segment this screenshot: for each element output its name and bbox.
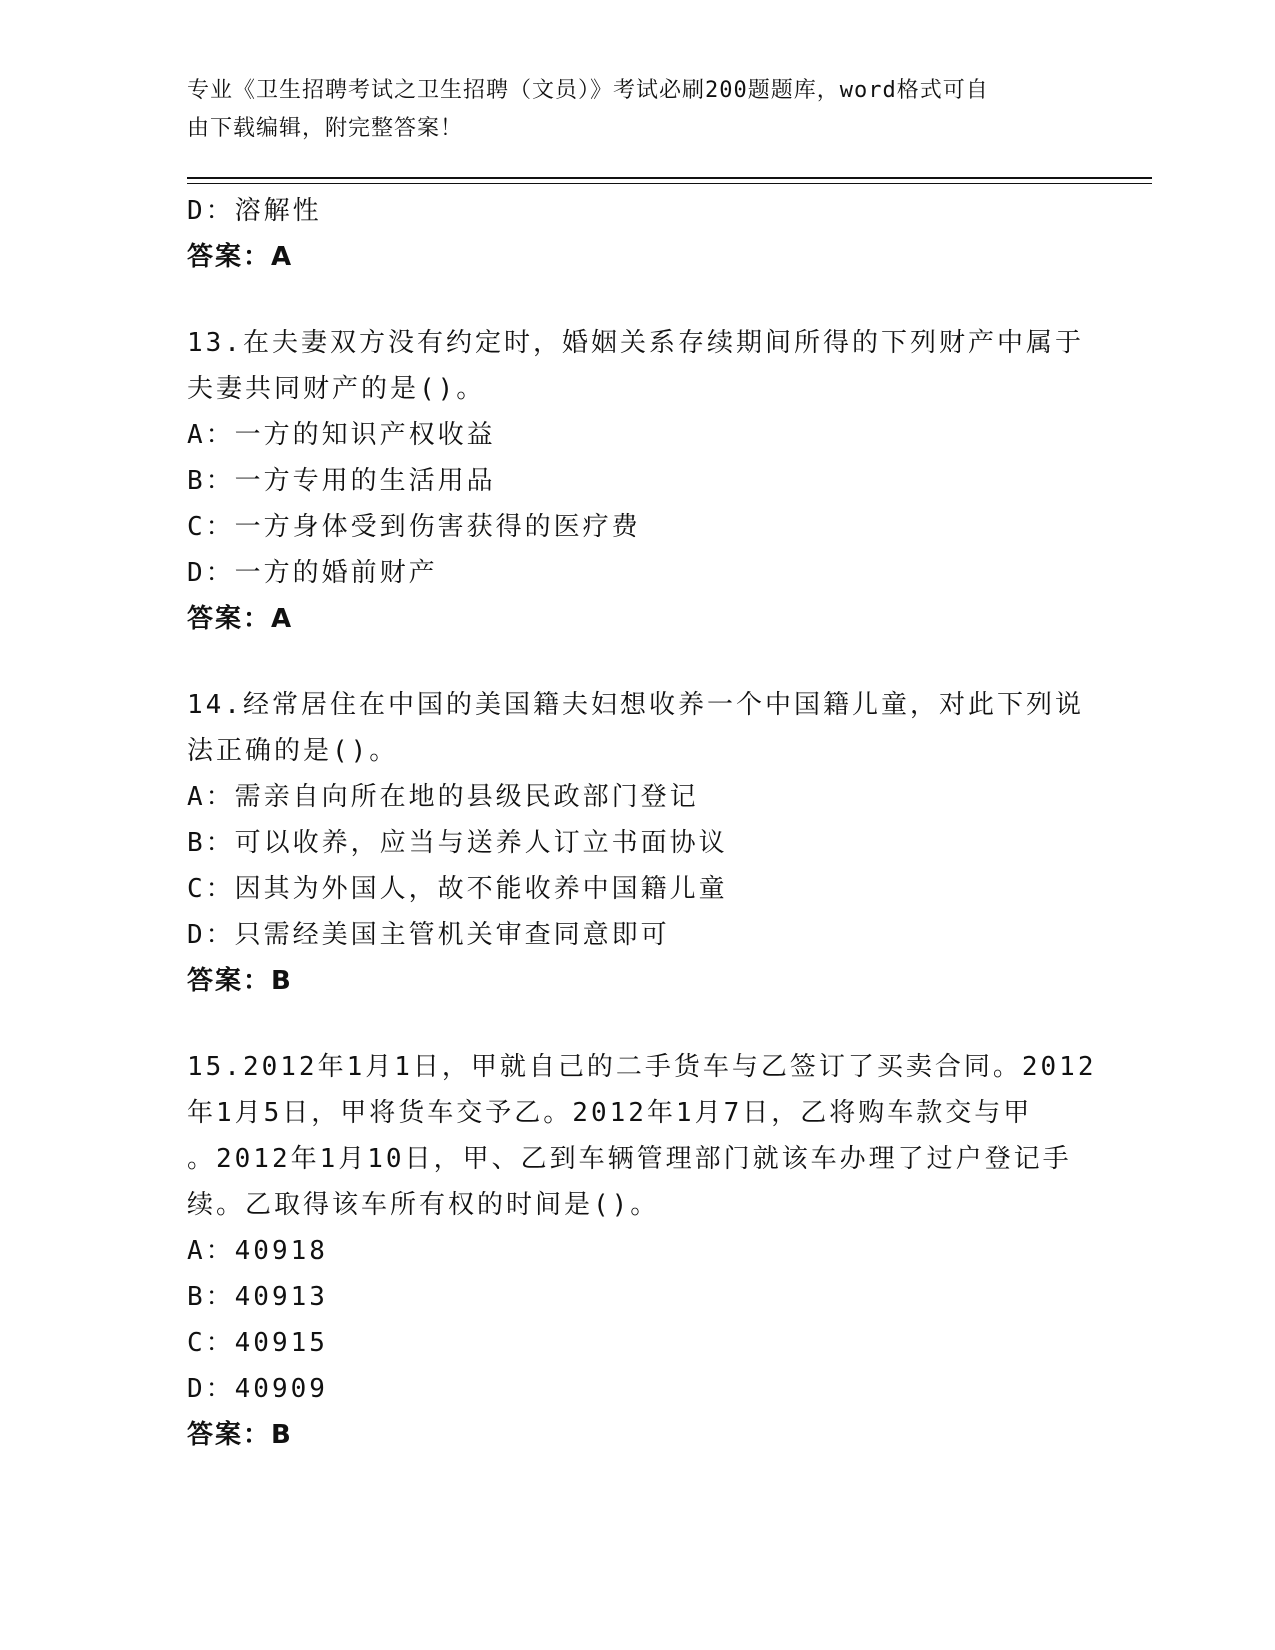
- option-b: B：可以收养，应当与送养人订立书面协议: [187, 828, 728, 858]
- spacer: [187, 642, 1087, 682]
- question-15: [187, 1044, 1097, 1458]
- option-c: C：一方身体受到伤害获得的医疗费: [187, 512, 641, 542]
- document-header: [187, 72, 1067, 148]
- option-b: B：一方专用的生活用品: [187, 466, 496, 496]
- question-stem-line: 13.在夫妻双方没有约定时，婚姻关系存续期间所得的下列财产中属于: [187, 328, 1084, 358]
- spacer: [187, 1004, 1087, 1044]
- question-stem-line: 14.经常居住在中国的美国籍夫妇想收养一个中国籍儿童，对此下列说: [187, 690, 1084, 720]
- header-line-1: 专业《卫生招聘考试之卫生招聘（文员）》考试必刷200题题库，word格式可自: [187, 78, 989, 103]
- question-stem-line: 法正确的是()。: [187, 736, 399, 766]
- option-d: D：一方的婚前财产: [187, 558, 438, 588]
- carryover-option-d: D：溶解性: [187, 196, 322, 226]
- option-a: A：需亲自向所在地的县级民政部门登记: [187, 782, 699, 812]
- option-c: C：40915: [187, 1328, 328, 1358]
- option-a: A：40918: [187, 1236, 328, 1266]
- header-line-2: 由下载编辑，附完整答案！: [187, 116, 464, 141]
- header-divider-thin: [187, 183, 1152, 184]
- answer: 答案：A: [187, 604, 294, 634]
- question-13: [187, 320, 1087, 642]
- option-a: A：一方的知识产权收益: [187, 420, 496, 450]
- question-stem-line: 夫妻共同财产的是()。: [187, 374, 486, 404]
- question-stem-line: 年1月5日，甲将货车交予乙。2012年1月7日，乙将购车款交与甲: [187, 1098, 1033, 1128]
- question-stem-line: 。2012年1月10日，甲、乙到车辆管理部门就该车办理了过户登记手: [187, 1144, 1072, 1174]
- question-stem-line: 续。乙取得该车所有权的时间是()。: [187, 1190, 660, 1220]
- header-divider-thick: [187, 177, 1152, 179]
- option-d: D：40909: [187, 1374, 328, 1404]
- answer: 答案：B: [187, 966, 293, 996]
- question-14: [187, 682, 1087, 1004]
- question-content: [187, 188, 1097, 1458]
- option-c: C：因其为外国人，故不能收养中国籍儿童: [187, 874, 728, 904]
- option-b: B：40913: [187, 1282, 328, 1312]
- option-d: D：只需经美国主管机关审查同意即可: [187, 920, 670, 950]
- question-stem-line: 15.2012年1月1日，甲就自己的二手货车与乙签订了买卖合同。2012: [187, 1052, 1097, 1082]
- spacer: [187, 280, 1087, 320]
- answer: 答案：B: [187, 1420, 293, 1450]
- carryover-answer: 答案：A: [187, 242, 294, 272]
